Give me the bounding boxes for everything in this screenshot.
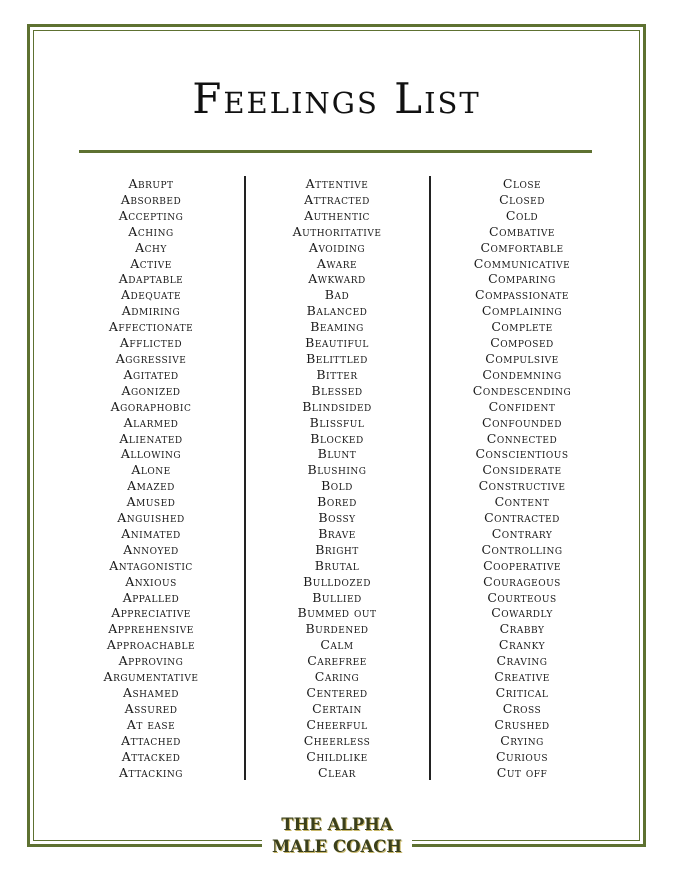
brand-line-2: MALE COACH [271,837,403,856]
feeling-item: Considerate [482,462,562,478]
feeling-item: Alarmed [123,414,179,430]
feeling-item: Connected [486,430,558,446]
feeling-item: Appreciative [111,605,191,621]
feeling-item: Bummed out [297,605,377,621]
feeling-item: Attacked [121,748,181,764]
feeling-item: Aggressive [115,350,187,366]
feeling-item: Crying [500,732,544,748]
feeling-item: Complete [491,319,553,335]
feeling-item: Bored [317,494,357,510]
feeling-item: Blocked [310,430,364,446]
feelings-column-2 [247,176,427,780]
feeling-item: Content [494,494,550,510]
feeling-item: Condemning [482,366,562,382]
feeling-item: Apprehensive [108,621,194,637]
feeling-item: Blindsided [302,398,372,414]
feeling-item: Antagonistic [109,557,193,573]
feeling-item: Annoyed [123,541,179,557]
feelings-column-3 [432,176,612,780]
feeling-item: Avoiding [308,239,366,255]
feeling-item: Achy [135,239,167,255]
feeling-item: Confident [488,398,556,414]
feeling-item: Agonized [121,382,181,398]
feeling-item: Brave [318,525,356,541]
feeling-item: Blushing [307,462,367,478]
feeling-item: Cut off [496,764,548,780]
column-divider [244,176,246,780]
feeling-item: Creative [494,669,550,685]
column-divider [429,176,431,780]
feeling-item: Afflicted [119,335,183,351]
feeling-item: Cooperative [483,557,561,573]
feeling-item: Blissful [309,414,365,430]
feeling-item: Comfortable [480,239,564,255]
feeling-item: Belittled [306,350,368,366]
feeling-item: Attacking [119,764,183,780]
feeling-item: Calm [320,637,354,653]
feeling-item: Composed [490,335,554,351]
feeling-item: Assured [124,700,178,716]
page-title: Feelings List [192,74,481,123]
feeling-item: Blunt [317,446,357,462]
feeling-item: Communicative [473,255,571,271]
feeling-item: Balanced [306,303,368,319]
feeling-item: Beaming [310,319,364,335]
feeling-item: At ease [126,716,176,732]
feeling-item: Affectionate [108,319,194,335]
feeling-item: Close [502,176,542,191]
feeling-item: Bossy [318,510,356,526]
feeling-item: Aware [316,255,358,271]
feeling-item: Agoraphobic [110,398,192,414]
feeling-item: Confounded [482,414,562,430]
feeling-item: Constructive [478,478,566,494]
feeling-item: Bright [315,541,359,557]
feeling-item: Contrary [491,525,553,541]
feeling-item: Craving [496,653,548,669]
feeling-item: Accepting [118,207,184,223]
feeling-item: Courageous [483,573,561,589]
feeling-item: Cold [505,207,539,223]
feeling-item: Adaptable [118,271,184,287]
feeling-item: Awkward [308,271,366,287]
feelings-column-1 [61,176,241,780]
feeling-item: Amazed [127,478,175,494]
feeling-item: Cranky [498,637,546,653]
feeling-item: Alienated [119,430,183,446]
title-underline [79,150,592,153]
feeling-item: Appalled [122,589,180,605]
feeling-item: Anxious [125,573,177,589]
feeling-item: Burdened [305,621,369,637]
feeling-item: Contracted [484,510,560,526]
feeling-item: Compulsive [485,350,559,366]
feeling-item: Approving [118,653,184,669]
feeling-item: Bulldozed [303,573,371,589]
feeling-item: Cheerful [306,716,368,732]
feeling-item: Beautiful [305,335,369,351]
feeling-item: Amused [126,494,176,510]
feeling-item: Carefree [307,653,367,669]
feeling-item: Childlike [306,748,368,764]
feeling-item: Caring [314,669,360,685]
feeling-item: Controlling [481,541,563,557]
feeling-item: Abrupt [128,176,174,191]
feeling-item: Cheerless [303,732,371,748]
feeling-item: Clear [318,764,356,780]
feeling-item: Crushed [494,716,550,732]
feeling-item: Bad [324,287,350,303]
feeling-item: Allowing [120,446,182,462]
feeling-item: Bold [321,478,353,494]
feeling-item: Adequate [120,287,182,303]
feeling-item: Curious [495,748,549,764]
feeling-item: Blessed [311,382,363,398]
feeling-item: Critical [495,685,549,700]
feeling-item: Authentic [304,207,370,223]
feeling-item: Crabby [499,621,545,637]
feeling-item: Complaining [481,303,563,319]
brand-line-1: THE ALPHA [281,815,393,834]
feeling-item: Alone [131,462,171,478]
feeling-item: Courteous [487,589,557,605]
feeling-item: Closed [499,191,545,207]
feeling-item: Animated [121,525,181,541]
feeling-item: Bitter [316,366,358,382]
feeling-item: Attracted [304,191,370,207]
feeling-item: Absorbed [120,191,182,207]
feeling-item: Bullied [312,589,362,605]
feeling-item: Centered [306,685,368,700]
feeling-item: Active [130,255,172,271]
feeling-item: Agitated [123,366,179,382]
feeling-item: Attached [121,732,181,748]
feeling-item: Certain [312,700,362,716]
feeling-item: Argumentative [103,669,199,685]
feeling-item: Cross [502,700,542,716]
feeling-item: Aching [128,223,174,239]
feeling-item: Comparing [488,271,556,287]
feeling-item: Anguished [117,510,185,526]
feeling-item: Combative [489,223,555,239]
brand-logo [262,814,412,858]
feeling-item: Authoritative [292,223,382,239]
feeling-item: Brutal [314,557,360,573]
feeling-item: Admiring [121,303,181,319]
feeling-item: Condescending [472,382,572,398]
feeling-item: Compassionate [475,287,569,303]
feeling-item: Attentive [305,176,369,191]
feeling-item: Cowardly [491,605,553,621]
feeling-item: Ashamed [122,685,180,700]
feeling-item: Conscientious [475,446,569,462]
feeling-item: Approachable [106,637,196,653]
